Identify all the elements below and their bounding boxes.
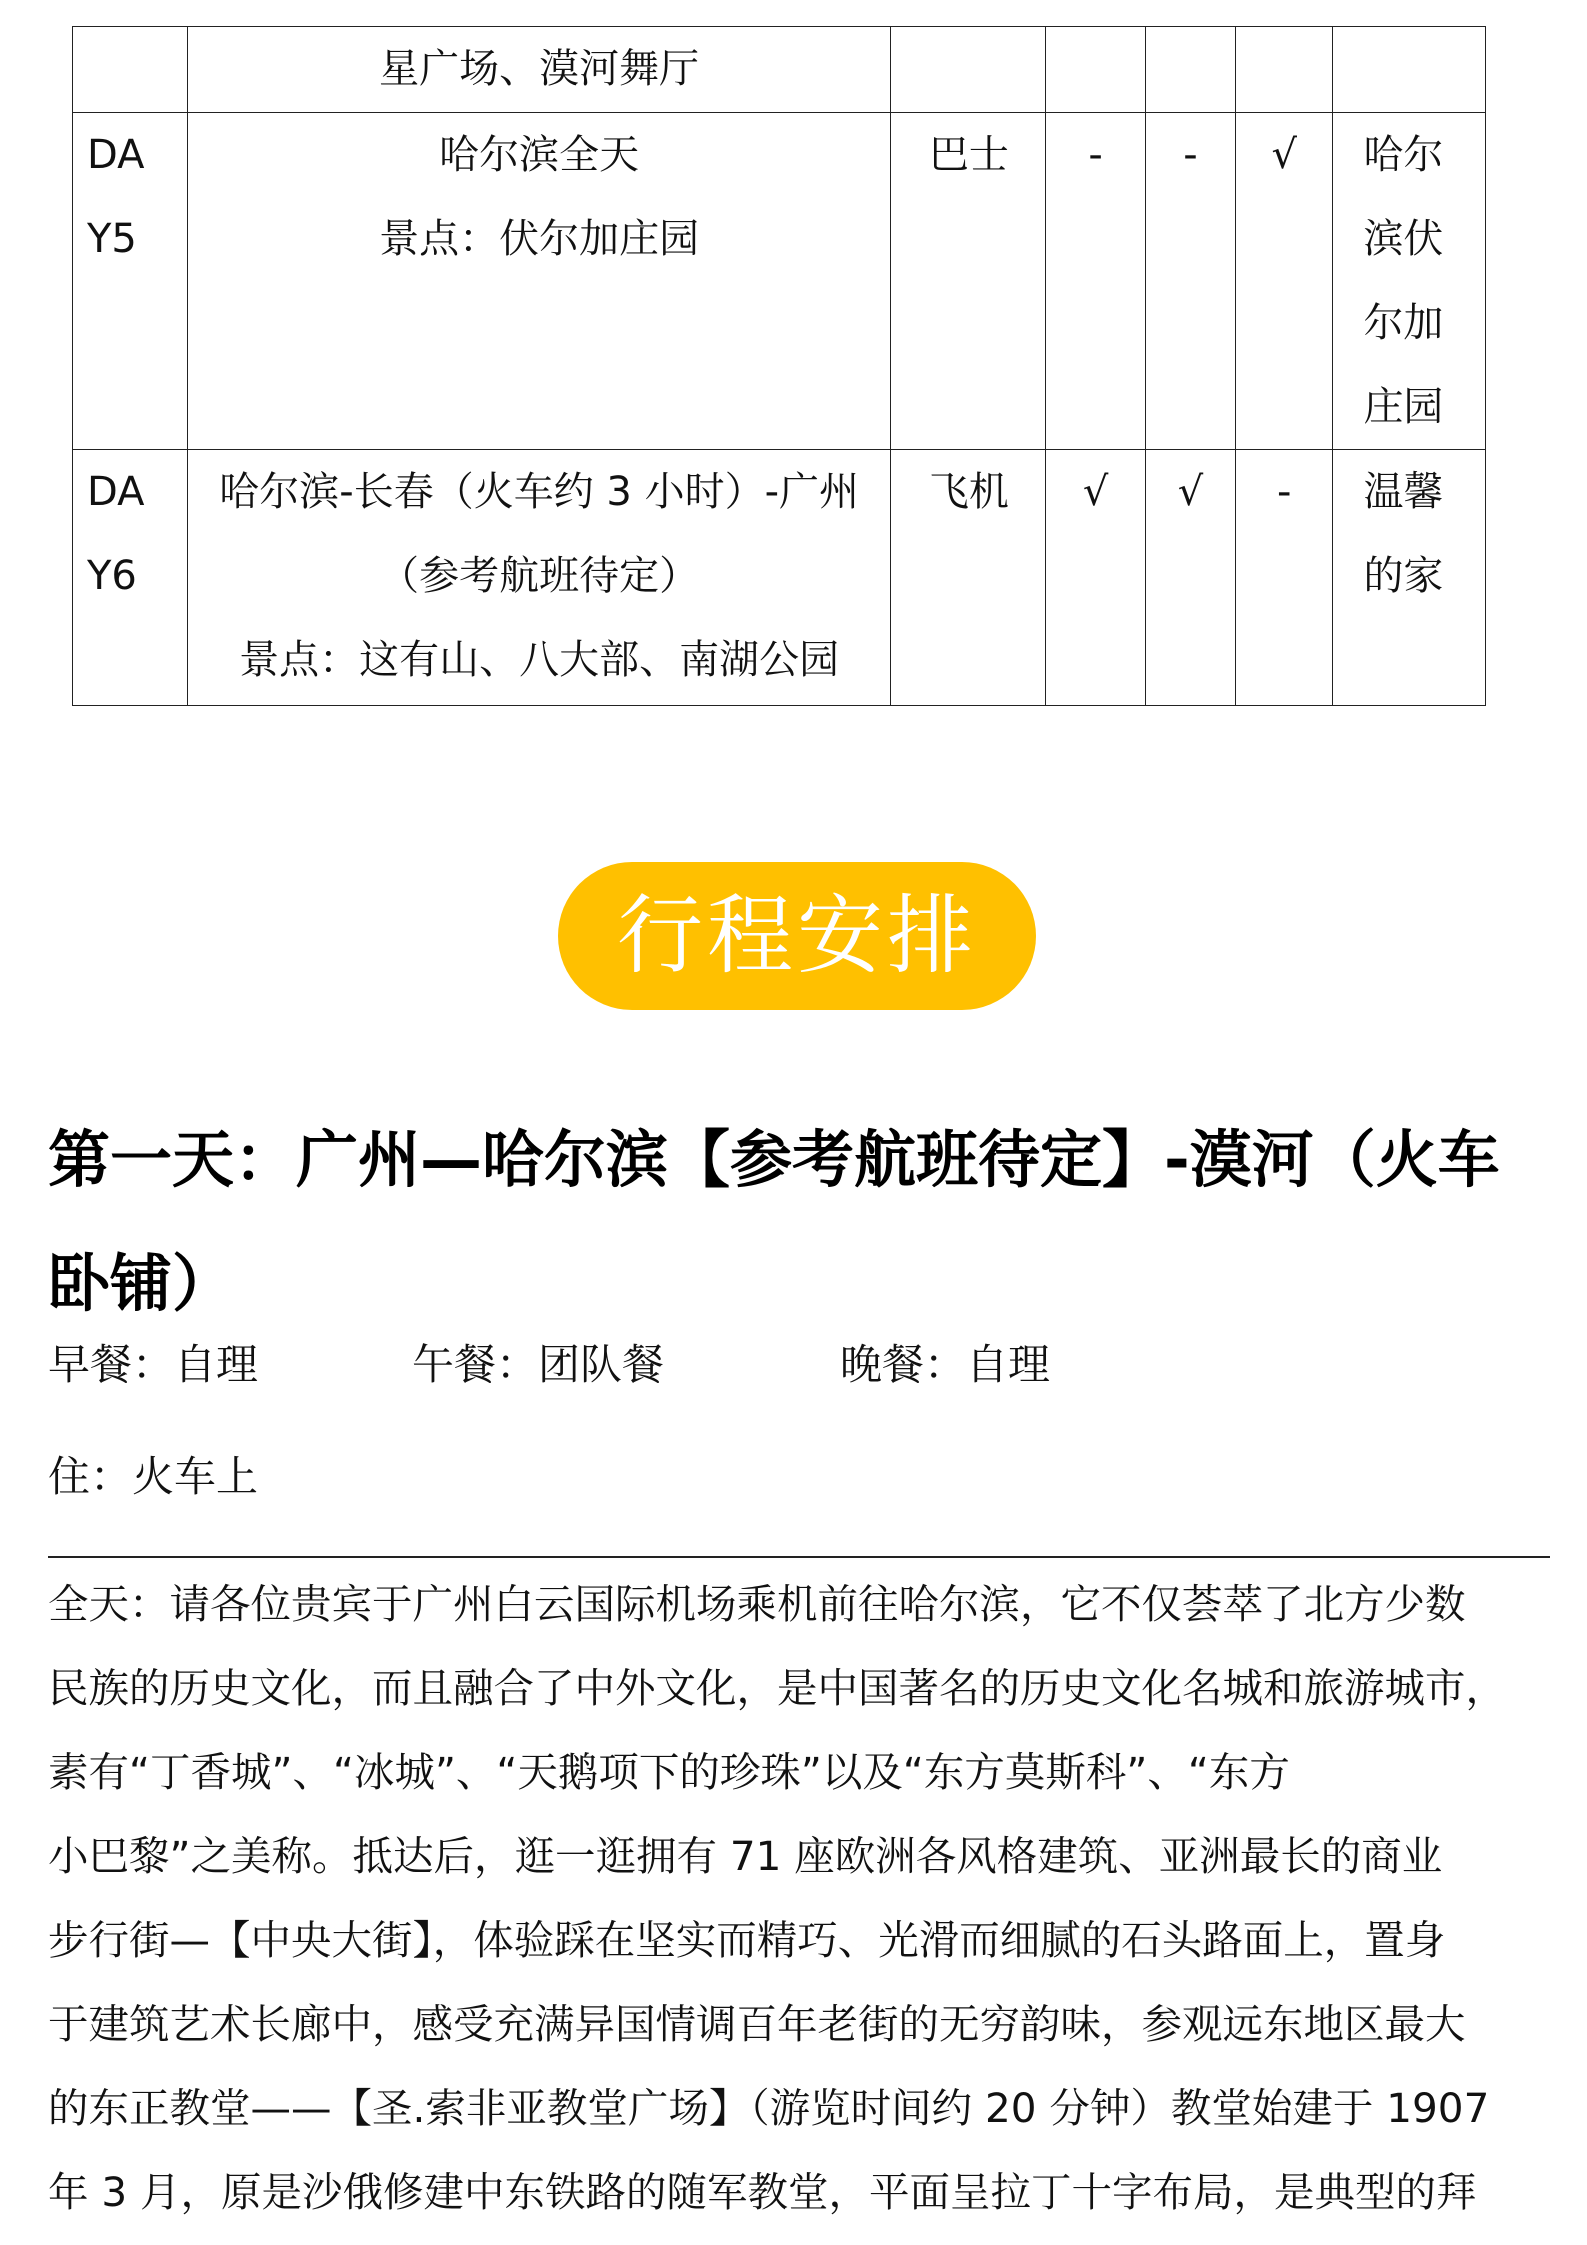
transport-cell-text: 巴士	[928, 132, 1009, 178]
day1-meals	[0, 1330, 1587, 1400]
hotel-cell	[1333, 450, 1486, 706]
lunch-cell	[1145, 450, 1235, 706]
transport-cell	[890, 113, 1046, 450]
itinerary-table	[72, 26, 1486, 706]
route-line: 星广场、漠河舞厅	[379, 46, 700, 92]
breakfast-cell-text: -	[1088, 132, 1103, 178]
body-line: 民族的历史文化，而且融合了中外文化，是中国著名的历史文化名城和旅游城市，	[48, 1664, 1506, 1712]
lunch-cell-text: -	[1183, 132, 1198, 178]
breakfast-cell	[1046, 450, 1145, 706]
itinerary-row	[73, 27, 1486, 113]
route-cell	[188, 450, 890, 706]
hotel-cell-text: 哈尔 滨伏 尔加 庄园	[1363, 132, 1444, 430]
route-cell	[188, 27, 890, 113]
lunch-info: 午餐：团队餐	[412, 1340, 665, 1389]
body-line: 年 3 月，原是沙俄修建中东铁路的随军教堂，平面呈拉丁十字布局，是典型的拜	[48, 2168, 1477, 2216]
body-line: 小巴黎”之美称。抵达后，逛一逛拥有 71 座欧洲各风格建筑、亚洲最长的商业	[48, 1832, 1443, 1880]
lunch-cell	[1145, 113, 1235, 450]
breakfast-cell-text: √	[1082, 469, 1109, 515]
day-cell	[73, 450, 188, 706]
route-line: 景点：这有山、八大部、南湖公园	[239, 637, 840, 683]
route-line: 哈尔滨全天	[439, 132, 640, 178]
hotel-cell-text: 温馨 的家	[1363, 469, 1444, 599]
day1-title-line: 卧铺）	[48, 1247, 235, 1320]
itinerary-row	[73, 450, 1486, 706]
day1-title-line: 第一天：广州—哈尔滨【参考航班待定】-漠河（火车	[48, 1123, 1500, 1196]
transport-cell	[890, 27, 1046, 113]
dinner-cell	[1236, 113, 1333, 450]
day-cell	[73, 113, 188, 450]
day-cell	[73, 27, 188, 113]
dinner-cell	[1236, 450, 1333, 706]
divider	[48, 1556, 1550, 1558]
body-line: 素有“丁香城”、“冰城”、“天鹅项下的珍珠”以及“东方莫斯科”、“东方	[48, 1748, 1290, 1796]
transport-cell	[890, 450, 1046, 706]
itinerary-table-body	[73, 27, 1486, 706]
day-cell-text: DA Y6	[87, 469, 145, 599]
hotel-cell	[1333, 113, 1486, 450]
day1-title	[48, 1098, 1558, 1346]
breakfast-cell	[1046, 113, 1145, 450]
body-line: 于建筑艺术长廊中，感受充满异国情调百年老街的无穷韵味，参观远东地区最大	[48, 2000, 1466, 2048]
route-line: （参考航班待定）	[379, 553, 700, 599]
dinner-info: 晚餐：自理	[840, 1340, 1051, 1389]
body-line: 的东正教堂——【圣.索非亚教堂广场】（游览时间约 20 分钟）教堂始建于 1907	[48, 2084, 1490, 2132]
transport-cell-text: 飞机	[928, 469, 1009, 515]
itinerary-row	[73, 113, 1486, 450]
day1-description	[48, 1562, 1558, 2234]
body-line: 全天：请各位贵宾于广州白云国际机场乘机前往哈尔滨，它不仅荟萃了北方少数	[48, 1580, 1466, 1628]
lunch-cell	[1145, 27, 1235, 113]
route-line: 哈尔滨-长春（火车约 3 小时）-广州	[219, 469, 860, 515]
dinner-cell-text: -	[1277, 469, 1292, 515]
dinner-cell	[1236, 27, 1333, 113]
route-cell	[188, 113, 890, 450]
breakfast-cell	[1046, 27, 1145, 113]
body-line: 步行街—【中央大街】，体验踩在坚实而精巧、光滑而细腻的石头路面上，置身	[48, 1916, 1446, 1964]
accommodation-info: 住：火车上	[48, 1452, 259, 1501]
dinner-cell-text: √	[1271, 132, 1298, 178]
lunch-cell-text: √	[1177, 469, 1204, 515]
hotel-cell	[1333, 27, 1486, 113]
day-cell-text: DA Y5	[87, 132, 145, 262]
breakfast-info: 早餐：自理	[48, 1340, 259, 1389]
section-badge: 行程安排	[558, 862, 1036, 1010]
route-line: 景点：伏尔加庄园	[379, 216, 700, 262]
